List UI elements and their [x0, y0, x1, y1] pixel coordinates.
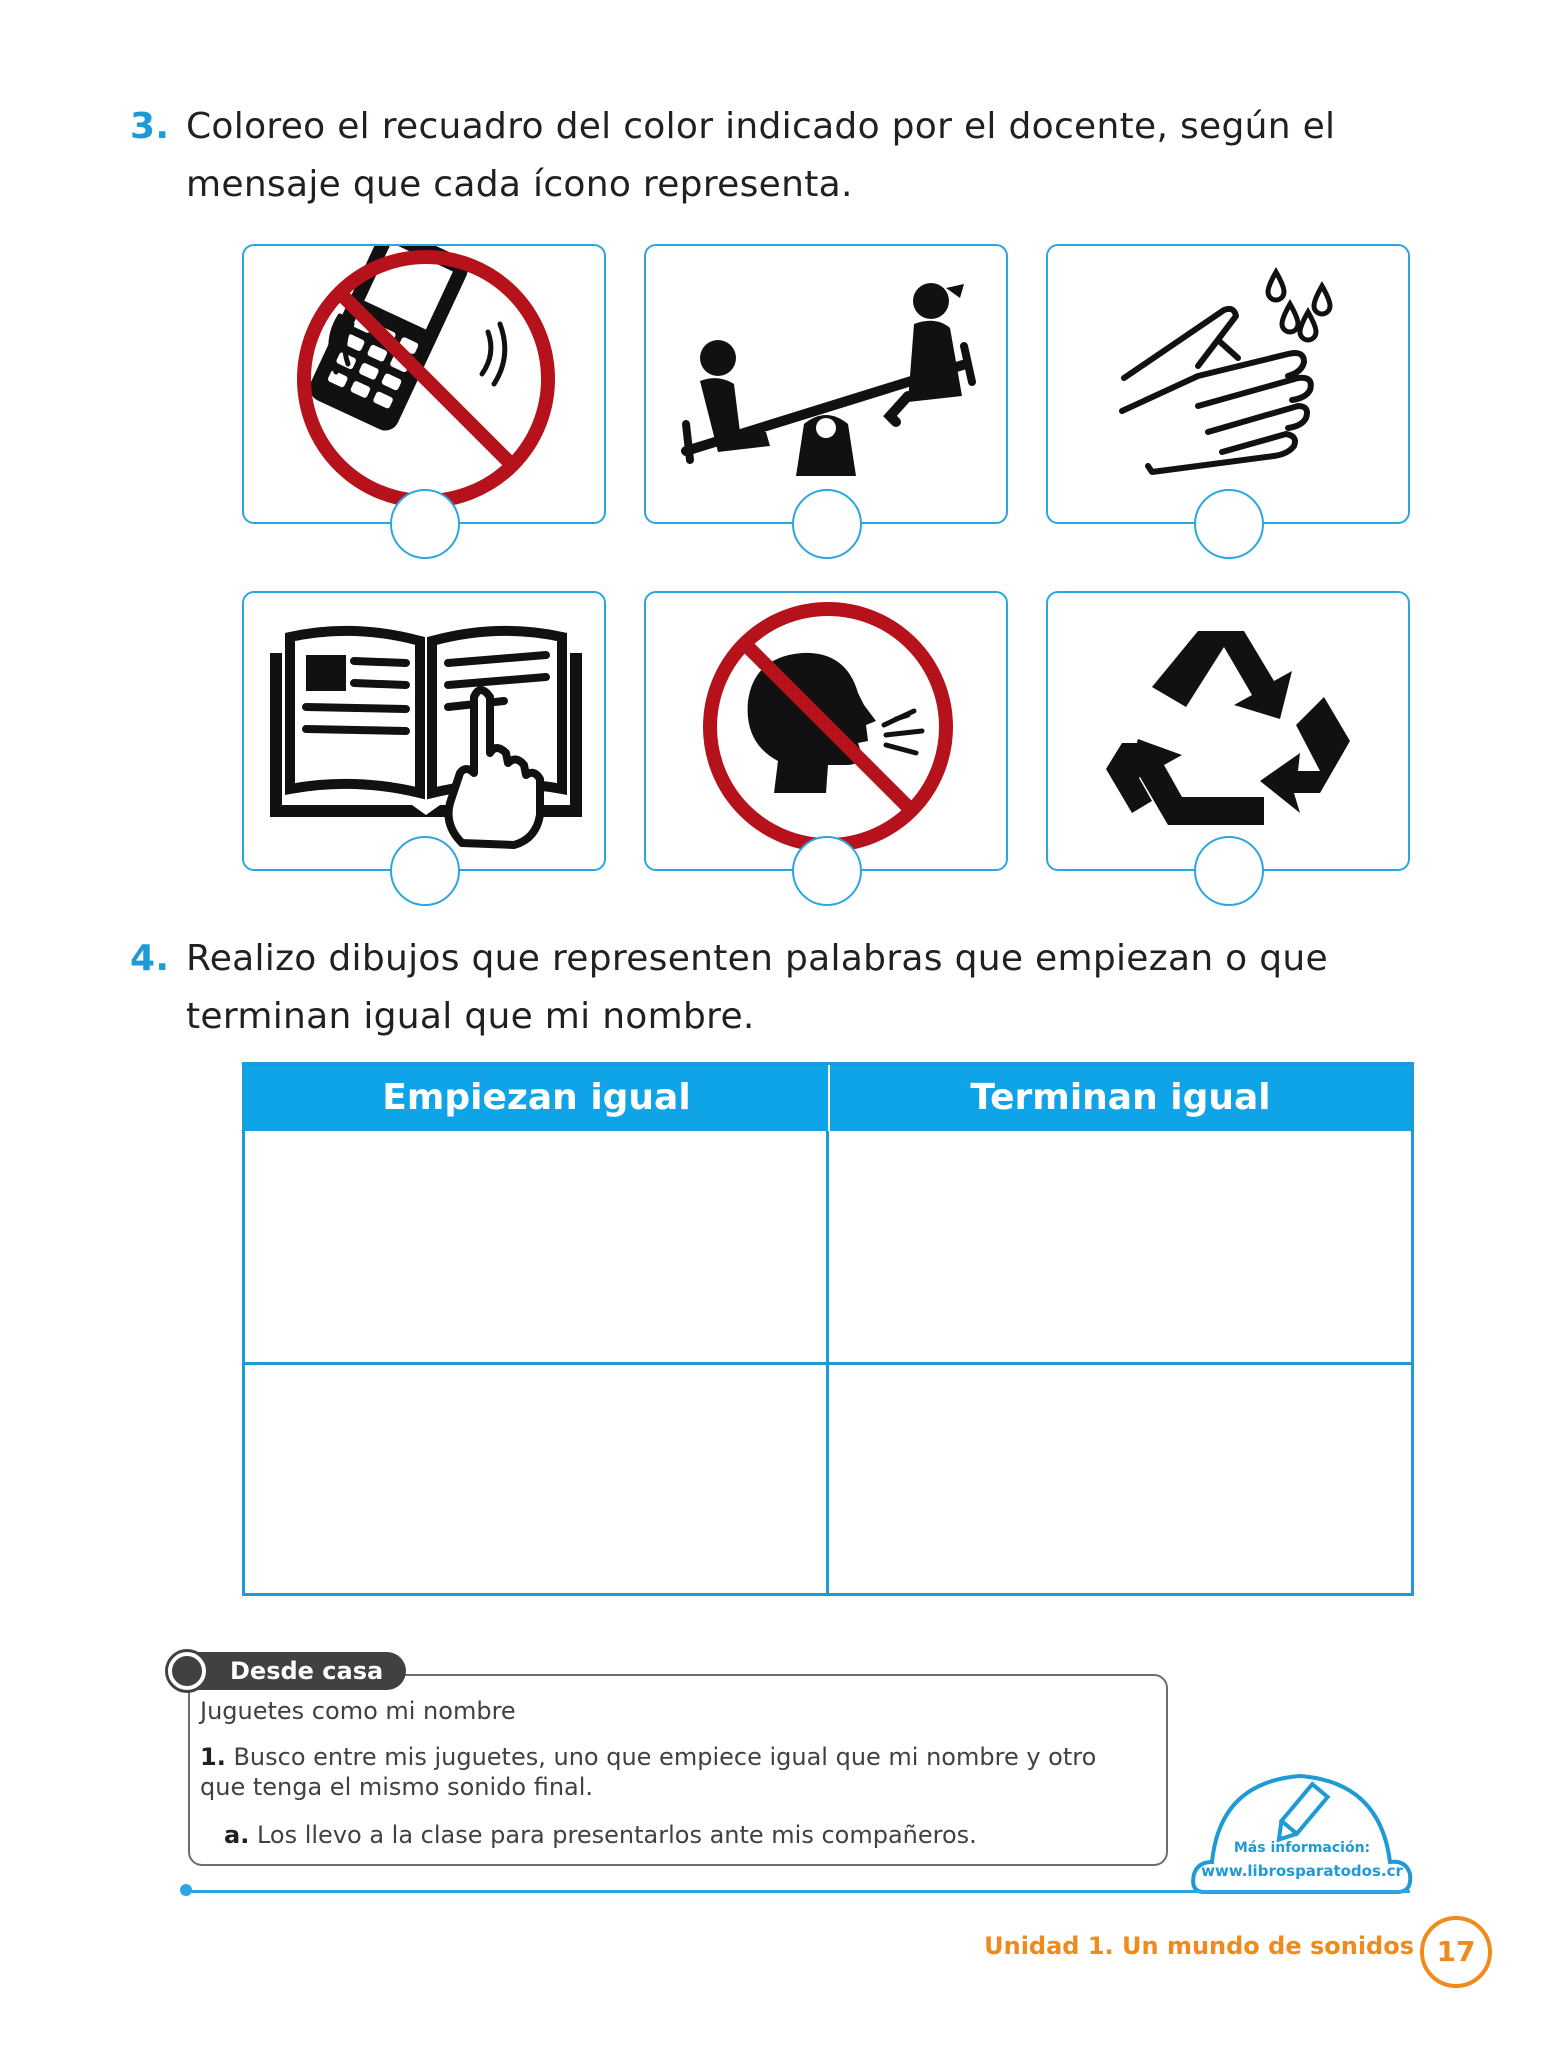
footer-rule-dot	[180, 1884, 192, 1896]
unit-title: Unidad 1. Un mundo de sonidos	[984, 1932, 1414, 1960]
info-url[interactable]: www.librosparatodos.cr	[1201, 1862, 1403, 1880]
color-circle[interactable]	[792, 489, 862, 559]
question-number: 4.	[130, 938, 170, 979]
question-text: Coloreo el recuadro del color indicado por el docente, según el mensaje que cada ícono representa.	[186, 106, 1336, 205]
icon-card-read-manual[interactable]	[242, 591, 606, 871]
drawing-cell[interactable]	[828, 1131, 1411, 1362]
item-number: 1.	[200, 1743, 226, 1771]
drawing-table	[242, 1062, 1414, 1596]
seesaw-icon	[646, 246, 1010, 526]
question-4	[130, 930, 1416, 1046]
color-circle[interactable]	[390, 836, 460, 906]
column-header-end: Terminan igual	[828, 1065, 1411, 1131]
icon-card-no-shouting[interactable]	[644, 591, 1008, 871]
color-circle[interactable]	[1194, 836, 1264, 906]
icon-card-recycle[interactable]	[1046, 591, 1410, 871]
column-header-start: Empiezan igual	[382, 1077, 691, 1118]
home-item-1	[200, 1742, 1140, 1802]
item-letter: a.	[224, 1821, 250, 1849]
drawing-cell[interactable]	[245, 1131, 828, 1362]
no-phone-icon	[244, 246, 608, 526]
no-shouting-icon	[646, 593, 1010, 873]
footer-rule	[186, 1890, 1410, 1893]
question-3	[130, 98, 1416, 214]
item-text: Los llevo a la clase para presentarlos ante mis compañeros.	[256, 1821, 977, 1849]
table-header	[245, 1065, 1411, 1131]
recycle-icon	[1048, 593, 1412, 873]
read-manual-icon	[244, 593, 608, 873]
drawing-cell[interactable]	[245, 1365, 828, 1593]
home-title: Juguetes como mi nombre	[200, 1697, 516, 1725]
question-text: Realizo dibujos que representen palabras que empiezan o que terminan igual que mi nombre.	[186, 938, 1328, 1037]
item-text: Busco entre mis juguetes, uno que empiece igual que mi nombre y otro que tenga el mismo sonido final.	[200, 1743, 1097, 1801]
home-tab: Desde casa	[168, 1652, 406, 1690]
more-info-badge[interactable]	[1190, 1770, 1414, 1894]
home-item-a	[224, 1820, 1124, 1850]
color-circle[interactable]	[390, 489, 460, 559]
hand-washing-icon	[1048, 246, 1412, 526]
icon-card-seesaw[interactable]	[644, 244, 1008, 524]
color-circle[interactable]	[1194, 489, 1264, 559]
question-number: 3.	[130, 106, 170, 147]
info-label: Más información:	[1233, 1840, 1371, 1856]
color-circle[interactable]	[792, 836, 862, 906]
icon-card-hand-washing[interactable]	[1046, 244, 1410, 524]
page-number: 17	[1420, 1916, 1492, 1988]
home-tab-dot	[168, 1652, 206, 1690]
drawing-cell[interactable]	[828, 1365, 1411, 1593]
icon-card-no-phone[interactable]	[242, 244, 606, 524]
